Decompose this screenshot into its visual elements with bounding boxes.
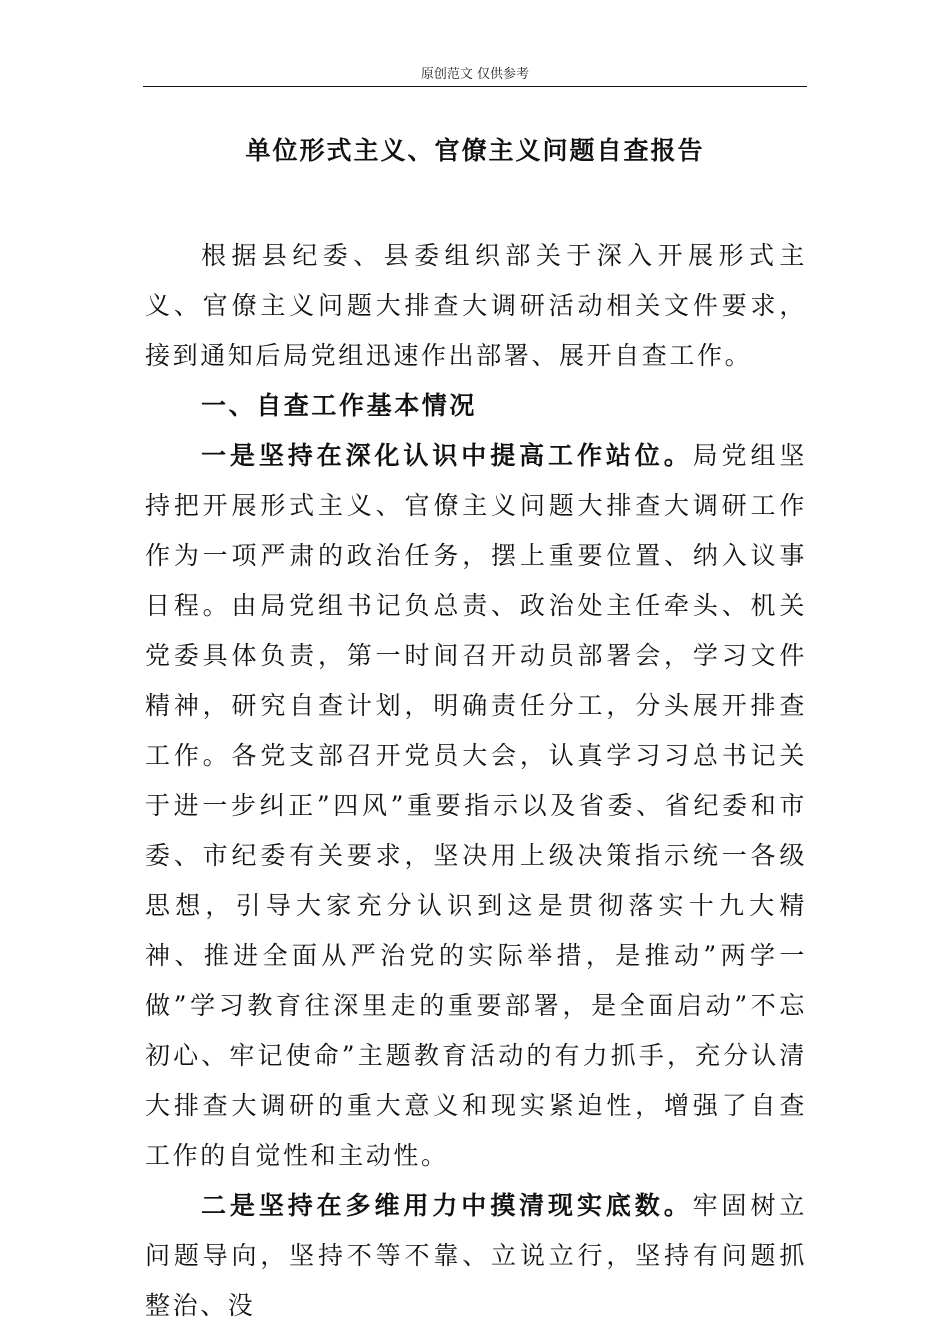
paragraph-1-lead: 一是坚持在深化认识中提高工作站位。 [201, 441, 693, 470]
document-title: 单位形式主义、官僚主义问题自查报告 [245, 136, 705, 165]
paragraph-2 [145, 1181, 807, 1331]
document-body [145, 231, 807, 1331]
paragraph-2-body: 牢固树立问题导向，坚持不等不靠、立说立行，坚持有问题抓整治、没 [145, 1191, 807, 1320]
page-header-text: 原创范文 仅供参考 [420, 67, 530, 82]
intro-paragraph: 根据县纪委、县委组织部关于深入开展形式主义、官僚主义问题大排查大调研活动相关文件要求，接到通知后局党组迅速作出部署、展开自查工作。 [145, 241, 807, 370]
paragraph-2-lead: 二是坚持在多维用力中摸清现实底数。 [201, 1191, 693, 1220]
paragraph-1-body: 局党组坚持把开展形式主义、官僚主义问题大排查大调研工作作为一项严肃的政治任务，摆上重要位置、纳入议事日程。由局党组书记负总责、政治处主任牵头、机关党委具体负责，第一时间召开动员部署会，学习文件精神，研究自查计划，明确责任分工，分头展开排查工作。各党支部召开党员大会，认真学习习总书记关于进一步纠正”四风”重要指示以及省委、省纪委和市委、市纪委有关要求，坚决用上级决策指示统一各级思想，引导大家充分认识到这是贯彻落实十九大精神、推进全面从严治党的实际举措，是推动”两学一做”学习教育往深里走的重要部署，是全面启动”不忘初心、牢记使命”主题教育活动的有力抓手，充分认清大排查大调研的重大意义和现实紧迫性，增强了自查工作的自觉性和主动性。 [145, 441, 807, 1170]
paragraph-1 [145, 431, 807, 1181]
section-heading: 一、自查工作基本情况 [201, 391, 478, 420]
header-divider [143, 86, 807, 87]
